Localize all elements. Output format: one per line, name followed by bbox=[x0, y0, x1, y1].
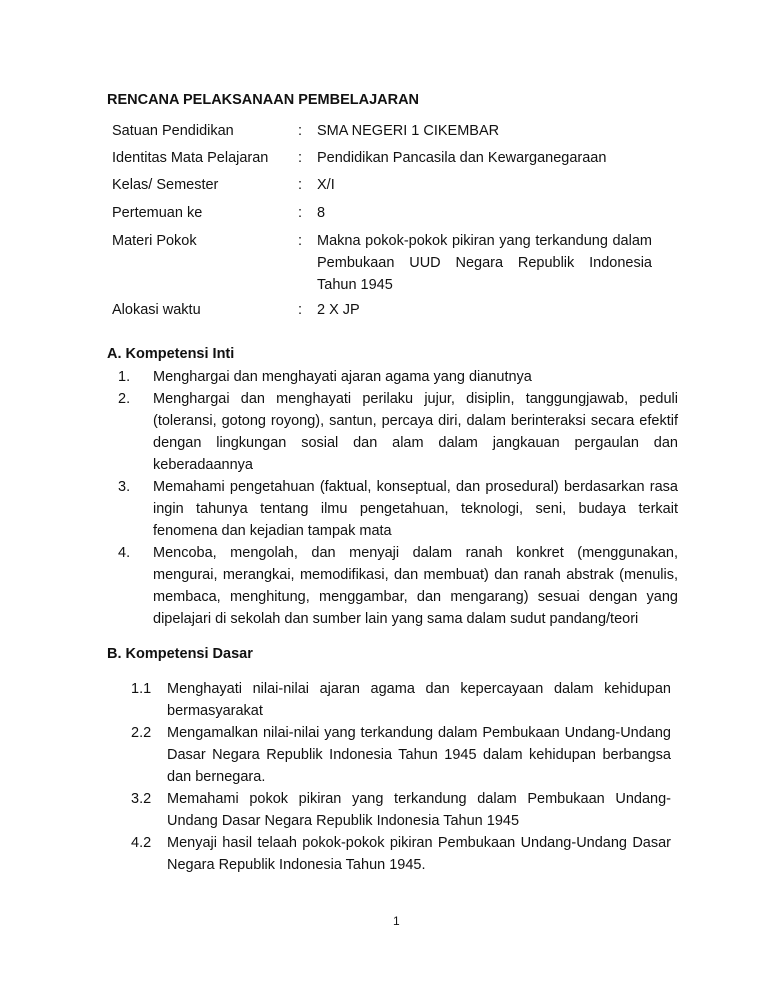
item-number: 2.2 bbox=[131, 725, 152, 741]
item-number: 4.2 bbox=[131, 835, 152, 851]
row-value: X/I bbox=[317, 177, 335, 193]
item-text: Menghargai dan menghayati ajaran agama yang dianutnya bbox=[153, 369, 532, 385]
section-heading-kompetensi-dasar: B. Kompetensi Dasar bbox=[107, 646, 253, 662]
page-number: 1 bbox=[393, 914, 400, 928]
list-item bbox=[118, 366, 678, 388]
item-text: Mengamalkan nilai-nilai yang terkandung dalam Pembukaan Undang-Undang Dasar Negara Republik Indonesia Tahun 1945 dalam kehidupan berbangsa dan bernegara. bbox=[167, 725, 671, 785]
item-number: 3. bbox=[118, 479, 131, 495]
list-item bbox=[131, 678, 671, 722]
item-number: 1.1 bbox=[131, 681, 152, 697]
row-value: Pendidikan Pancasila dan Kewarganegaraan bbox=[317, 150, 607, 166]
item-text: Memahami pokok pikiran yang terkandung dalam Pembukaan Undang-Undang Dasar Negara Republik Indonesia Tahun 1945 bbox=[167, 791, 671, 829]
kompetensi-dasar-list bbox=[131, 678, 671, 876]
row-label: Identitas Mata Pelajaran bbox=[112, 150, 269, 166]
item-text: Menyaji hasil telaah pokok-pokok pikiran Pembukaan Undang-Undang Dasar Negara Republik Indonesia Tahun 1945. bbox=[167, 835, 671, 873]
list-item bbox=[118, 476, 678, 542]
item-text: Mencoba, mengolah, dan menyaji dalam ranah konkret (menggunakan, mengurai, merangkai, memodifikasi, dan membuat) dan ranah abstrak (menulis, membaca, menghitung, menggambar, dan mengarang) sesuai dengan yang dipelajari di sekolah dan sumber lain yang sama dalam sudut pandang/teori bbox=[153, 545, 678, 627]
row-label: Materi Pokok bbox=[112, 233, 197, 249]
item-text: Menghargai dan menghayati perilaku jujur, disiplin, tanggungjawab, peduli (toleransi, gotong royong), santun, percaya diri, dalam berinteraksi secara efektif dengan lingkungan sosial dan alam dalam jangkauan pergaulan dan keberadaannya bbox=[153, 391, 678, 473]
item-number: 2. bbox=[118, 391, 131, 407]
row-value: 2 X JP bbox=[317, 302, 360, 318]
row-label: Pertemuan ke bbox=[112, 205, 203, 221]
document-title: RENCANA PELAKSANAAN PEMBELAJARAN bbox=[107, 92, 420, 108]
kompetensi-inti-list bbox=[118, 366, 678, 630]
row-value: 8 bbox=[317, 205, 326, 221]
list-item bbox=[131, 832, 671, 876]
list-item bbox=[118, 388, 678, 476]
list-item bbox=[131, 722, 671, 788]
row-label: Alokasi waktu bbox=[112, 302, 201, 318]
row-colon: : bbox=[298, 302, 303, 318]
row-value: SMA NEGERI 1 CIKEMBAR bbox=[317, 123, 500, 139]
row-colon: : bbox=[298, 123, 303, 139]
item-text: Memahami pengetahuan (faktual, konseptual, dan prosedural) berdasarkan rasa ingin tahunya tentang ilmu pengetahuan, teknologi, seni, budaya terkait fenomena dan kejadian tampak mata bbox=[153, 479, 678, 539]
row-label: Kelas/ Semester bbox=[112, 177, 219, 193]
row-colon: : bbox=[298, 150, 303, 166]
item-text: Menghayati nilai-nilai ajaran agama dan kepercayaan dalam kehidupan bermasyarakat bbox=[167, 681, 671, 719]
list-item bbox=[118, 542, 678, 630]
item-number: 1. bbox=[118, 369, 131, 385]
section-heading-kompetensi-inti: A. Kompetensi Inti bbox=[107, 346, 235, 362]
list-item bbox=[131, 788, 671, 832]
row-label: Satuan Pendidikan bbox=[112, 123, 234, 139]
item-number: 3.2 bbox=[131, 791, 152, 807]
item-number: 4. bbox=[118, 545, 131, 561]
row-colon: : bbox=[298, 233, 303, 249]
row-value: Makna pokok-pokok pikiran yang terkandung dalam Pembukaan UUD Negara Republik Indonesia Tahun 1945 bbox=[317, 233, 652, 293]
row-colon: : bbox=[298, 205, 303, 221]
row-colon: : bbox=[298, 177, 303, 193]
